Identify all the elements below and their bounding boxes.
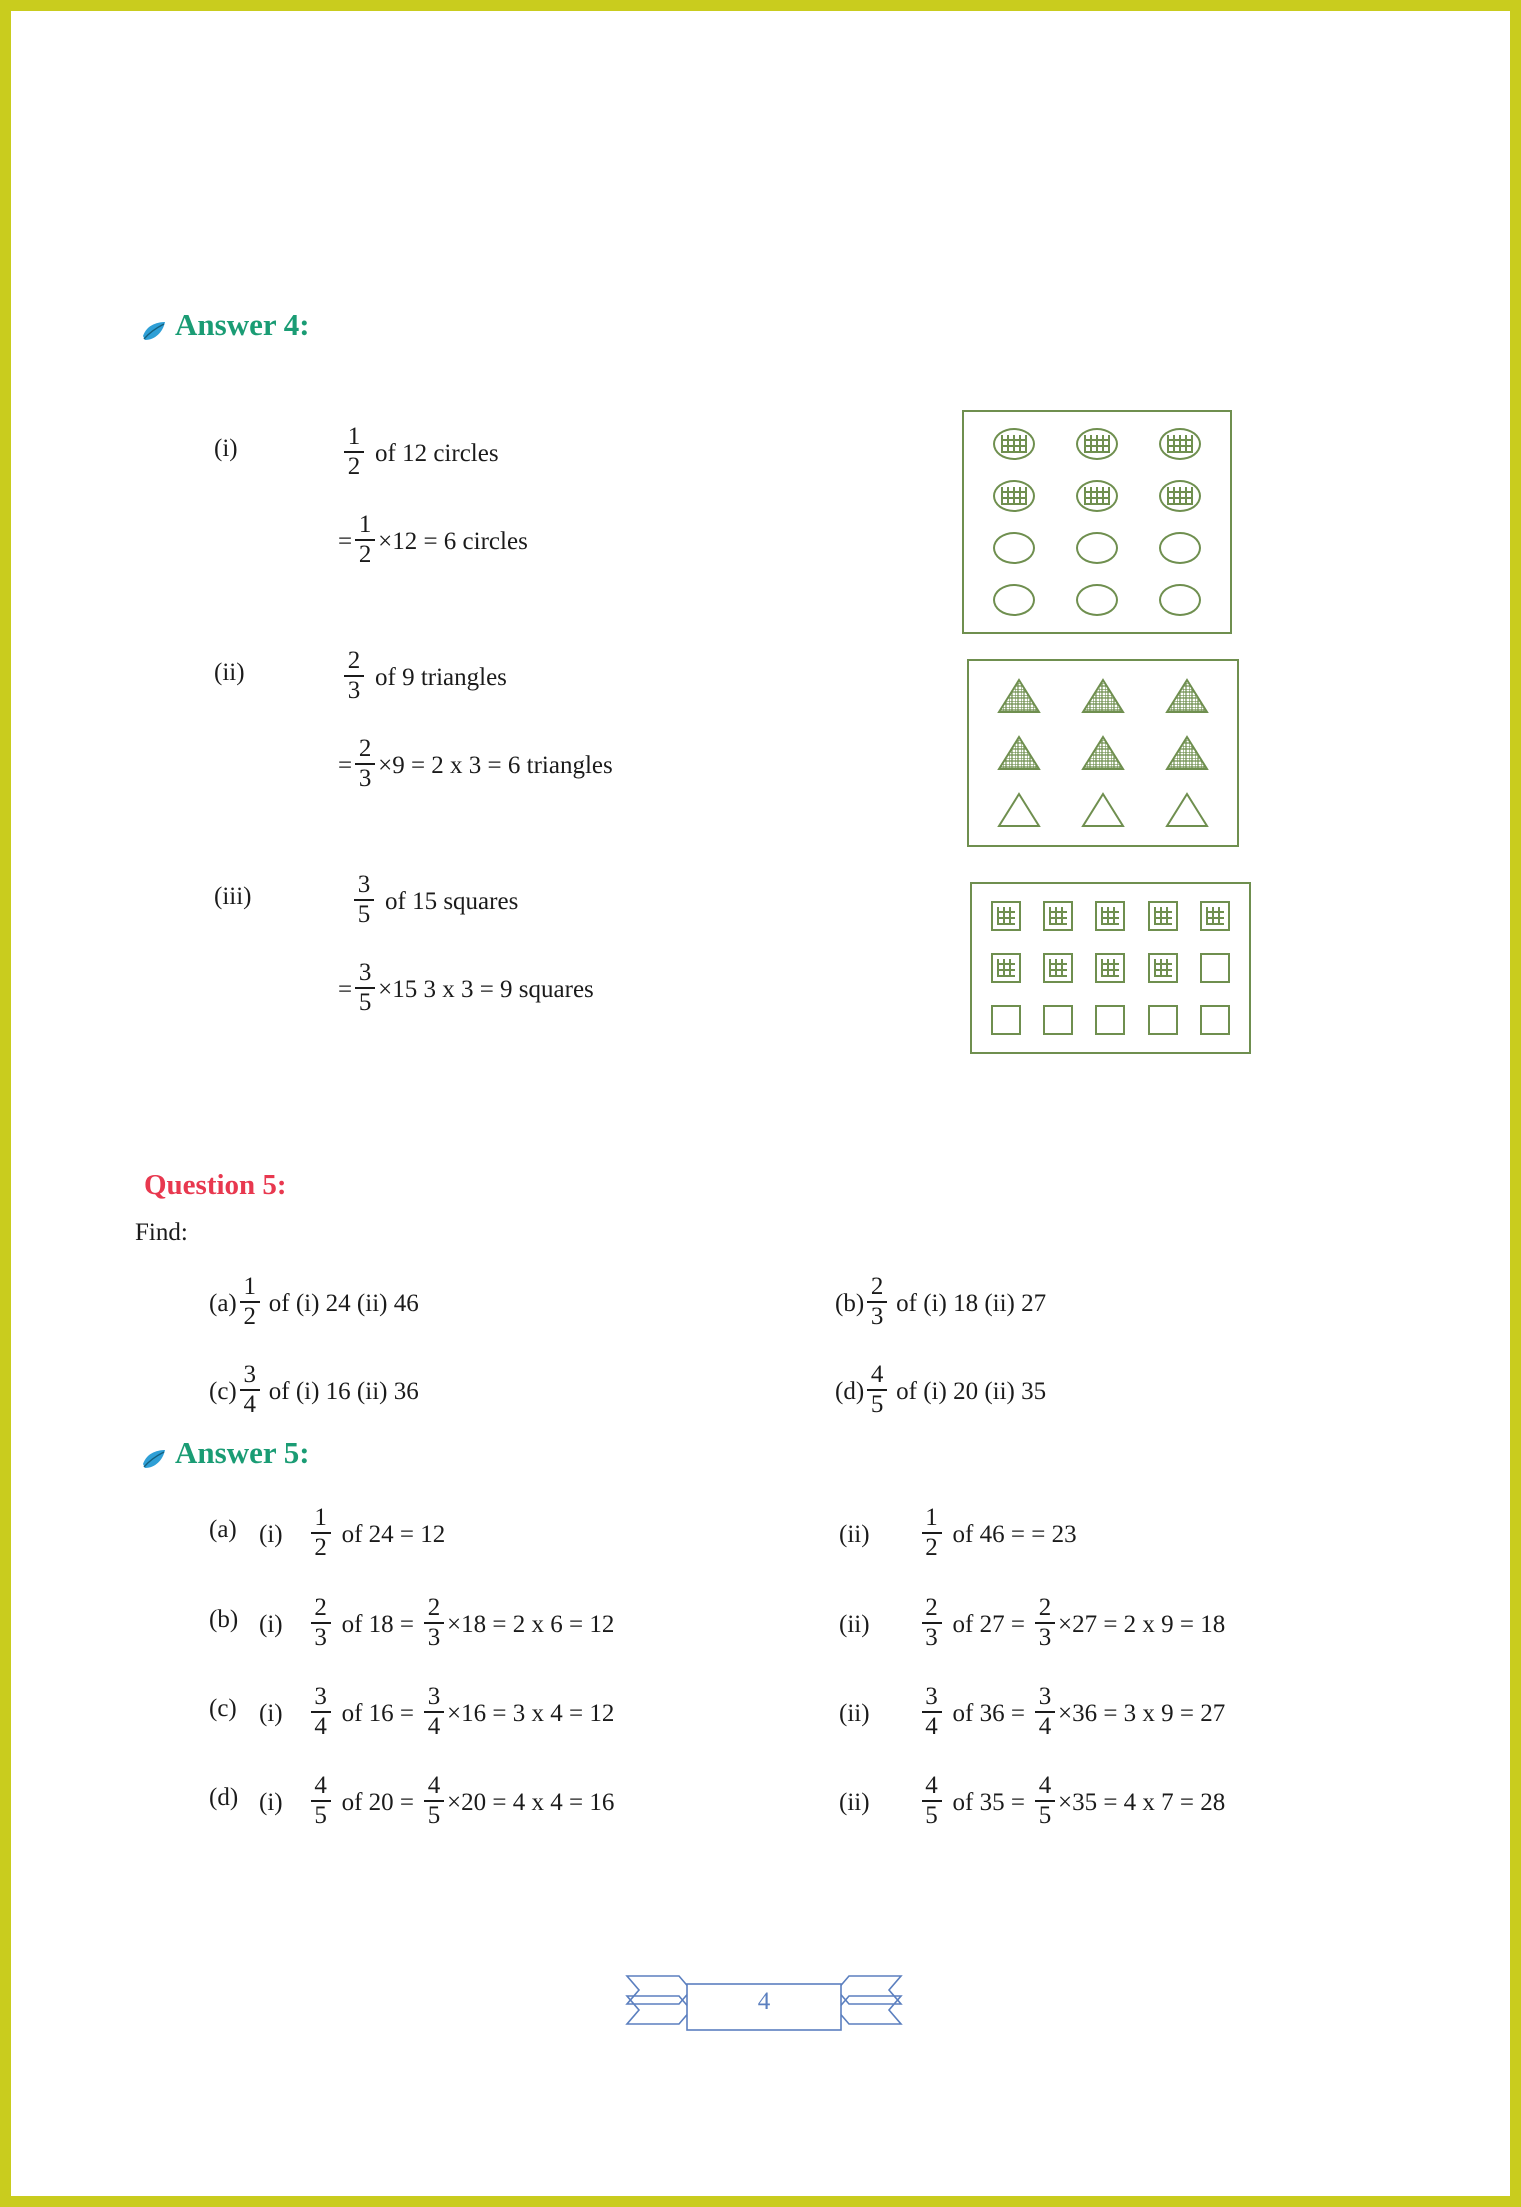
answer5-row-c-right bbox=[839, 1683, 1226, 1743]
shape-row bbox=[972, 532, 1222, 564]
squares-figure bbox=[970, 882, 1251, 1054]
answer5-row-b-label: (b) bbox=[209, 1606, 239, 1633]
answer5-row-a-left bbox=[259, 1504, 446, 1564]
answer4-item-1-line2 bbox=[338, 735, 613, 795]
answer4-item-0-line2 bbox=[338, 511, 528, 571]
answer4-item-0-label: (i) bbox=[214, 435, 238, 462]
circles-figure bbox=[962, 410, 1232, 634]
answer5-row-a-right bbox=[839, 1504, 1077, 1564]
equals-sign: = bbox=[338, 976, 353, 1004]
answer4-item-2-label: (iii) bbox=[214, 883, 252, 910]
square-shape-filled bbox=[991, 953, 1021, 983]
fraction: $\frac{4}{5}$ bbox=[867, 1362, 887, 1419]
shape-row bbox=[977, 791, 1229, 829]
answer5-row-c-label: (c) bbox=[209, 1695, 237, 1722]
marker: (i) bbox=[259, 1700, 283, 1728]
document-page bbox=[11, 11, 1510, 2196]
answer-4-heading-text: Answer 4: bbox=[175, 307, 310, 342]
answer5-row-d-right bbox=[839, 1772, 1226, 1832]
square-shape-empty bbox=[1148, 1005, 1178, 1035]
question5-item-b bbox=[835, 1273, 1047, 1333]
fraction: $\frac{3}{4}$ bbox=[922, 1684, 942, 1741]
circle-shape-filled bbox=[1076, 428, 1118, 460]
answer4-item-0-line1 bbox=[341, 423, 499, 483]
answer5-row-c-right-text: of 36 = bbox=[952, 1700, 1025, 1728]
shape-row bbox=[972, 428, 1222, 460]
answer5-row-b-right-text: of 27 = bbox=[952, 1611, 1025, 1639]
answer5-row-d-label: (d) bbox=[209, 1784, 239, 1811]
question5-item-a bbox=[209, 1273, 419, 1333]
answer4-item-2-line2 bbox=[338, 959, 594, 1019]
fraction: $\frac{2}{3}$ bbox=[311, 1595, 331, 1652]
answer5-row-a-label: (a) bbox=[209, 1516, 237, 1543]
answer5-row-b-left-text: of 18 = bbox=[341, 1611, 415, 1639]
question-5-prompt: Find: bbox=[135, 1219, 188, 1246]
question5-item-b-label: (b) bbox=[835, 1290, 865, 1318]
shape-row bbox=[980, 953, 1241, 983]
answer4-item-1-line1 bbox=[341, 647, 507, 707]
fraction: $\frac{3}{5}$ bbox=[354, 872, 374, 929]
square-shape-empty bbox=[991, 1005, 1021, 1035]
fraction: $\frac{2}{3}$ bbox=[922, 1595, 942, 1652]
answer4-item-0-line1-text: of 12 circles bbox=[375, 440, 499, 468]
answer4-item-2-line2-text: ×15 3 x 3 = 9 squares bbox=[378, 976, 594, 1004]
answer-4-heading bbox=[141, 307, 310, 343]
question5-item-b-text: of (i) 18 (ii) 27 bbox=[896, 1290, 1047, 1318]
marker: (i) bbox=[259, 1611, 283, 1639]
fraction: $\frac{1}{2}$ bbox=[311, 1505, 331, 1562]
circle-shape-filled bbox=[993, 480, 1035, 512]
shape-row bbox=[977, 677, 1229, 715]
answer5-row-c-left bbox=[259, 1683, 615, 1743]
leaf-icon bbox=[141, 314, 167, 336]
circle-shape-empty bbox=[993, 532, 1035, 564]
answer5-row-c-left-text2: ×16 = 3 x 4 = 12 bbox=[447, 1700, 615, 1728]
answer5-row-d-left bbox=[259, 1772, 615, 1832]
triangle-shape-filled bbox=[997, 677, 1041, 715]
triangle-shape-filled bbox=[1081, 677, 1125, 715]
fraction: $\frac{4}{5}$ bbox=[424, 1773, 444, 1830]
answer5-row-d-left-text2: ×20 = 4 x 4 = 16 bbox=[447, 1789, 615, 1817]
shape-row bbox=[980, 901, 1241, 931]
fraction: $\frac{2}{3}$ bbox=[344, 648, 364, 705]
equals-sign: = bbox=[338, 528, 353, 556]
answer4-item-1-line2-text: ×9 = 2 x 3 = 6 triangles bbox=[378, 752, 613, 780]
fraction: $\frac{1}{2}$ bbox=[240, 1274, 260, 1331]
answer5-row-b-right-text2: ×27 = 2 x 9 = 18 bbox=[1057, 1611, 1226, 1639]
square-shape-empty bbox=[1095, 1005, 1125, 1035]
question5-item-d-label: (d) bbox=[835, 1378, 865, 1406]
answer5-row-b-right bbox=[839, 1594, 1226, 1654]
answer4-item-1-line1-text: of 9 triangles bbox=[375, 664, 507, 692]
answer5-row-d-right-text: of 35 = bbox=[952, 1789, 1025, 1817]
answer5-row-d-left-text: of 20 = bbox=[341, 1789, 415, 1817]
triangle-shape-filled bbox=[1081, 734, 1125, 772]
question-5-heading: Question 5: bbox=[144, 1169, 287, 1201]
marker: (i) bbox=[259, 1789, 283, 1817]
question5-item-c bbox=[209, 1361, 419, 1421]
fraction: $\frac{4}{5}$ bbox=[1035, 1773, 1055, 1830]
square-shape-filled bbox=[1095, 953, 1125, 983]
answer5-row-c-left-text: of 16 = bbox=[341, 1700, 415, 1728]
marker: (i) bbox=[259, 1521, 283, 1549]
triangle-shape-filled bbox=[1165, 677, 1209, 715]
marker: (ii) bbox=[839, 1700, 870, 1728]
answer5-row-d-right-text2: ×35 = 4 x 7 = 28 bbox=[1057, 1789, 1226, 1817]
answer-5-heading bbox=[141, 1435, 310, 1471]
page-content bbox=[11, 11, 1510, 2196]
question5-item-c-text: of (i) 16 (ii) 36 bbox=[268, 1378, 419, 1406]
answer4-item-1-label: (ii) bbox=[214, 659, 245, 686]
answer5-row-b-left bbox=[259, 1594, 615, 1654]
fraction: $\frac{3}{4}$ bbox=[1035, 1684, 1055, 1741]
shape-row bbox=[980, 1005, 1241, 1035]
fraction: $\frac{1}{2}$ bbox=[922, 1505, 942, 1562]
answer5-row-a-left-text: of 24 = 12 bbox=[341, 1521, 446, 1549]
circle-shape-filled bbox=[993, 428, 1035, 460]
fraction: $\frac{3}{4}$ bbox=[424, 1684, 444, 1741]
triangle-shape-filled bbox=[997, 734, 1041, 772]
triangles-figure bbox=[967, 659, 1239, 847]
circle-shape-empty bbox=[1076, 532, 1118, 564]
marker: (ii) bbox=[839, 1521, 870, 1549]
fraction: $\frac{2}{3}$ bbox=[867, 1274, 887, 1331]
square-shape-empty bbox=[1043, 1005, 1073, 1035]
circle-shape-filled bbox=[1076, 480, 1118, 512]
triangle-shape-empty bbox=[997, 791, 1041, 829]
question5-item-a-text: of (i) 24 (ii) 46 bbox=[268, 1290, 419, 1318]
fraction: $\frac{3}{5}$ bbox=[355, 960, 375, 1017]
circle-shape-filled bbox=[1159, 480, 1201, 512]
question5-item-d-text: of (i) 20 (ii) 35 bbox=[896, 1378, 1047, 1406]
circle-shape-empty bbox=[993, 584, 1035, 616]
square-shape-filled bbox=[1043, 901, 1073, 931]
triangle-shape-filled bbox=[1165, 734, 1209, 772]
leaf-icon bbox=[141, 1442, 167, 1464]
fraction: $\frac{4}{5}$ bbox=[311, 1773, 331, 1830]
circle-shape-empty bbox=[1159, 584, 1201, 616]
fraction: $\frac{4}{5}$ bbox=[922, 1773, 942, 1830]
square-shape-filled bbox=[1043, 953, 1073, 983]
fraction: $\frac{2}{3}$ bbox=[355, 736, 375, 793]
square-shape-filled bbox=[991, 901, 1021, 931]
square-shape-filled bbox=[1200, 901, 1230, 931]
circle-shape-filled bbox=[1159, 428, 1201, 460]
fraction: $\frac{1}{2}$ bbox=[355, 512, 375, 569]
square-shape-filled bbox=[1148, 901, 1178, 931]
fraction: $\frac{3}{4}$ bbox=[240, 1362, 260, 1419]
square-shape-empty bbox=[1200, 1005, 1230, 1035]
answer4-item-2-line1 bbox=[351, 871, 519, 931]
page-footer bbox=[619, 1966, 909, 2046]
answer5-row-a-right-text: of 46 = = 23 bbox=[952, 1521, 1077, 1549]
square-shape-filled bbox=[1148, 953, 1178, 983]
answer5-row-c-right-text2: ×36 = 3 x 9 = 27 bbox=[1057, 1700, 1226, 1728]
answer4-item-2-line1-text: of 15 squares bbox=[385, 888, 519, 916]
question5-item-a-label: (a) bbox=[209, 1290, 237, 1318]
fraction: $\frac{3}{4}$ bbox=[311, 1684, 331, 1741]
marker: (ii) bbox=[839, 1611, 870, 1639]
question5-item-d bbox=[835, 1361, 1047, 1421]
fraction: $\frac{1}{2}$ bbox=[344, 424, 364, 481]
square-shape-filled bbox=[1095, 901, 1125, 931]
circle-shape-empty bbox=[1159, 532, 1201, 564]
shape-row bbox=[972, 480, 1222, 512]
circle-shape-empty bbox=[1076, 584, 1118, 616]
question5-item-c-label: (c) bbox=[209, 1378, 237, 1406]
fraction: $\frac{2}{3}$ bbox=[424, 1595, 444, 1652]
answer5-row-b-left-text2: ×18 = 2 x 6 = 12 bbox=[447, 1611, 615, 1639]
answer4-item-0-line2-text: ×12 = 6 circles bbox=[378, 528, 528, 556]
triangle-shape-empty bbox=[1081, 791, 1125, 829]
equals-sign: = bbox=[338, 752, 353, 780]
answer-5-heading-text: Answer 5: bbox=[175, 1435, 310, 1470]
page-number: 4 bbox=[757, 1988, 771, 2015]
fraction: $\frac{2}{3}$ bbox=[1035, 1595, 1055, 1652]
shape-row bbox=[972, 584, 1222, 616]
triangle-shape-empty bbox=[1165, 791, 1209, 829]
shape-row bbox=[977, 734, 1229, 772]
square-shape-empty bbox=[1200, 953, 1230, 983]
marker: (ii) bbox=[839, 1789, 870, 1817]
